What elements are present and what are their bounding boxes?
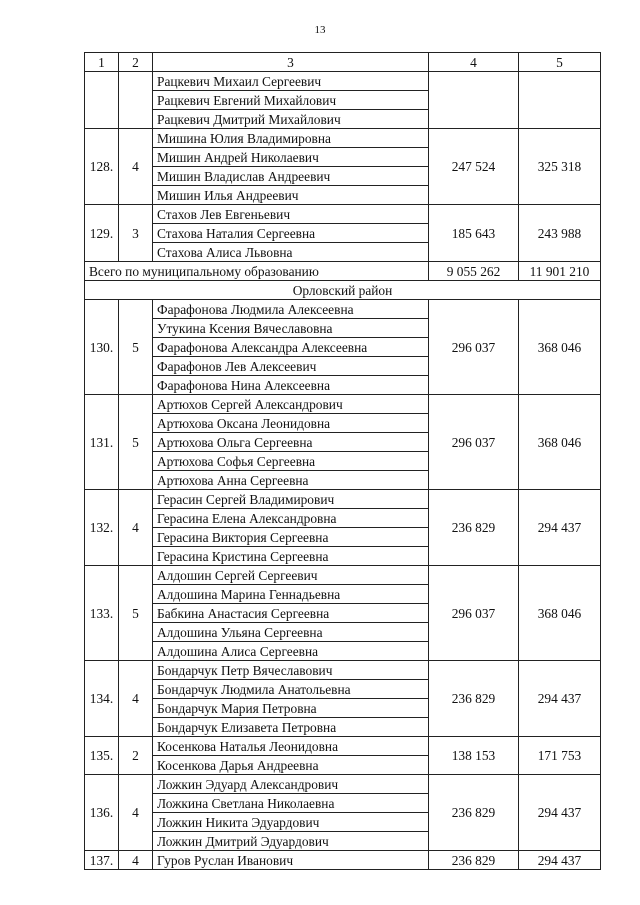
person-name: Герасина Елена Александровна: [153, 509, 429, 528]
family-size: 2: [119, 737, 153, 775]
amount-col-5: 368 046: [519, 566, 601, 661]
person-name: Бондарчук Петр Вячеславович: [153, 661, 429, 680]
row-number: 133.: [85, 566, 119, 661]
amount-col-4: 296 037: [429, 300, 519, 395]
row-number: 128.: [85, 129, 119, 205]
person-name: Мишин Андрей Николаевич: [153, 148, 429, 167]
recipients-table: [84, 52, 601, 870]
amount-col-4: 236 829: [429, 775, 519, 851]
amount-col-4: 296 037: [429, 395, 519, 490]
person-name: Стахов Лев Евгеньевич: [153, 205, 429, 224]
total-amount-col-5: 11 901 210: [519, 262, 601, 281]
row-number: 134.: [85, 661, 119, 737]
person-name: Алдошин Сергей Сергеевич: [153, 566, 429, 585]
amount-col-5: 294 437: [519, 490, 601, 566]
amount-col-5: 368 046: [519, 395, 601, 490]
family-size: 4: [119, 490, 153, 566]
header-col-1: 1: [85, 53, 119, 72]
page-number: 13: [314, 24, 326, 36]
person-name: Герасина Кристина Сергеевна: [153, 547, 429, 566]
amount-col-4: 247 524: [429, 129, 519, 205]
row-number: 136.: [85, 775, 119, 851]
amount-col-5: 294 437: [519, 775, 601, 851]
person-name: Бондарчук Елизавета Петровна: [153, 718, 429, 737]
row-number: 131.: [85, 395, 119, 490]
total-amount-col-4: 9 055 262: [429, 262, 519, 281]
person-name: Артюхов Сергей Александрович: [153, 395, 429, 414]
row-number: 137.: [85, 851, 119, 870]
person-name: Мишин Илья Андреевич: [153, 186, 429, 205]
amount-col-4: 236 829: [429, 851, 519, 870]
row-number: 129.: [85, 205, 119, 262]
table-row: [85, 300, 601, 319]
section-row: [85, 281, 601, 300]
family-size: 4: [119, 775, 153, 851]
table-row: [85, 737, 601, 756]
person-name: Косенкова Наталья Леонидовна: [153, 737, 429, 756]
row-number: 132.: [85, 490, 119, 566]
header-col-3: 3: [153, 53, 429, 72]
person-name: Артюхова Софья Сергеевна: [153, 452, 429, 471]
family-size: 4: [119, 129, 153, 205]
family-size: 5: [119, 300, 153, 395]
family-size: 4: [119, 851, 153, 870]
person-name: Мишина Юлия Владимировна: [153, 129, 429, 148]
table-row: [85, 661, 601, 680]
amount-col-4: 185 643: [429, 205, 519, 262]
amount-col-4: 296 037: [429, 566, 519, 661]
person-name: Фарафонов Лев Алексеевич: [153, 357, 429, 376]
person-name: Ложкин Эдуард Александрович: [153, 775, 429, 794]
person-name: Рацкевич Дмитрий Михайлович: [153, 110, 429, 129]
person-name: Рацкевич Михаил Сергеевич: [153, 72, 429, 91]
amount-col-5: 294 437: [519, 661, 601, 737]
table-row: [85, 129, 601, 148]
person-name: Артюхова Ольга Сергеевна: [153, 433, 429, 452]
person-name: Гуров Руслан Иванович: [153, 851, 429, 870]
table-row: [85, 395, 601, 414]
person-name: Герасин Сергей Владимирович: [153, 490, 429, 509]
amount-col-5: 294 437: [519, 851, 601, 870]
person-name: Ложкин Дмитрий Эдуардович: [153, 832, 429, 851]
person-name: Утукина Ксения Вячеславовна: [153, 319, 429, 338]
family-size: 3: [119, 205, 153, 262]
family-size: [119, 72, 153, 129]
person-name: Косенкова Дарья Андреевна: [153, 756, 429, 775]
header-col-5: 5: [519, 53, 601, 72]
table-row: [85, 775, 601, 794]
table-body: [85, 53, 601, 870]
amount-col-5: 243 988: [519, 205, 601, 262]
table-row: [85, 205, 601, 224]
person-name: Фарафонова Людмила Алексеевна: [153, 300, 429, 319]
person-name: Мишин Владислав Андреевич: [153, 167, 429, 186]
person-name: Рацкевич Евгений Михайлович: [153, 91, 429, 110]
amount-col-4: 236 829: [429, 661, 519, 737]
amount-col-5: 325 318: [519, 129, 601, 205]
person-name: Бондарчук Мария Петровна: [153, 699, 429, 718]
amount-col-4: 138 153: [429, 737, 519, 775]
person-name: Бабкина Анастасия Сергеевна: [153, 604, 429, 623]
person-name: Алдошина Марина Геннадьевна: [153, 585, 429, 604]
amount-col-4: [429, 72, 519, 129]
row-number: 135.: [85, 737, 119, 775]
amount-col-4: 236 829: [429, 490, 519, 566]
amount-col-5: 171 753: [519, 737, 601, 775]
header-col-2: 2: [119, 53, 153, 72]
total-label: Всего по муниципальному образованию: [85, 262, 429, 281]
person-name: Артюхова Анна Сергеевна: [153, 471, 429, 490]
row-number: [85, 72, 119, 129]
person-name: Фарафонова Александра Алексеевна: [153, 338, 429, 357]
person-name: Алдошина Алиса Сергеевна: [153, 642, 429, 661]
family-size: 4: [119, 661, 153, 737]
person-name: Стахова Наталия Сергеевна: [153, 224, 429, 243]
amount-col-5: 368 046: [519, 300, 601, 395]
total-row: [85, 262, 601, 281]
family-size: 5: [119, 395, 153, 490]
table-row: [85, 490, 601, 509]
table-row: [85, 566, 601, 585]
family-size: 5: [119, 566, 153, 661]
person-name: Фарафонова Нина Алексеевна: [153, 376, 429, 395]
table-row: [85, 851, 601, 870]
amount-col-5: [519, 72, 601, 129]
person-name: Стахова Алиса Львовна: [153, 243, 429, 262]
person-name: Алдошина Ульяна Сергеевна: [153, 623, 429, 642]
person-name: Ложкин Никита Эдуардович: [153, 813, 429, 832]
person-name: Бондарчук Людмила Анатольевна: [153, 680, 429, 699]
header-row: [85, 53, 601, 72]
person-name: Герасина Виктория Сергеевна: [153, 528, 429, 547]
header-col-4: 4: [429, 53, 519, 72]
section-title: Орловский район: [85, 281, 601, 300]
table-row: [85, 72, 601, 91]
person-name: Ложкина Светлана Николаевна: [153, 794, 429, 813]
person-name: Артюхова Оксана Леонидовна: [153, 414, 429, 433]
row-number: 130.: [85, 300, 119, 395]
